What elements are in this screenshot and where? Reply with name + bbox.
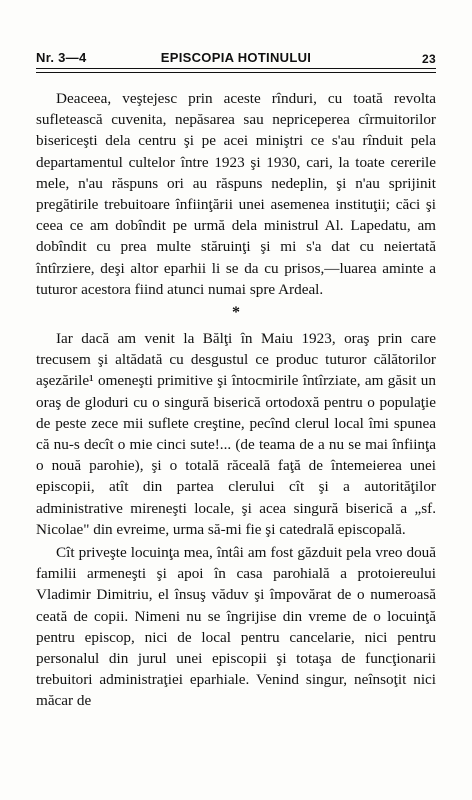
page-number: 23 — [422, 52, 436, 66]
paragraph: Iar dacă am venit la Bălţi în Maiu 1923, oraş prin care trecusem şi altădată cu desgustul ce produc tuturor călătorilor aşezările¹ omeneşti primitive şi întocmirile întîrziate, am găsit un oraş de gloduri cu o singură biserică ortodoxă pentru o populaţie de peste zece mii suflete creştine, pecînd clerul local îmi spunea că nu-s decît o mie cinci sute!... (de teama de a nu se mai înfiinţa o nouă parohie), şi o totală răceală faţă de întemeierea unei episcopii, atît din partea clerului cît şi a autorităţilor administrative mireneşti locale, şi acea singură biserică a „sf. Nicolae" din evreime, urma să-mi fie şi catedrală episcopală. — [36, 330, 436, 538]
body-text — [36, 88, 436, 712]
publication-title: EPISCOPIA HOTINULUI — [160, 50, 312, 65]
running-head — [36, 50, 436, 70]
header-rule — [36, 68, 436, 73]
issue-number: Nr. 3—4 — [36, 50, 87, 65]
section-separator: * — [232, 304, 240, 322]
paragraph: Cît priveşte locuinţa mea, întâi am fost găzduit pela vreo două familii armeneşti şi apoi în casa parohială a protoiereului Vladimir Dimitriu, el însuş văduv şi împovărat de o numeroasă ceată de copii. Nimeni nu se îngrijise din vreme de o locuinţă pentru episcop, nici de local pentru cancelarie, nici pentru personalul din jurul unei episcopii şi totaşa de funcţionarii trebuitori administraţiei eparhiale. Venind singur, neînsoţit nici măcar de — [36, 544, 436, 710]
paragraph: Deaceea, veştejesc prin aceste rînduri, cu toată revolta sufletească cuvenita, nepăsarea sau nepriceperea cîrmuitorilor bisericeşti dela centru şi pe acei miniştri ce s'au rînduit pela departamentul cultelor între 1923 şi 1930, cari, la toate cererile mele, n'au răspuns ori au răspuns nedeplin, şi n'au sprijinit pregătirile trebuitoare înfiinţării unei asemenea instituţii; căci şi ceea ce am dobîndit pe urmă dela ministrul Al. Lapedatu, am dobîndit cu prea multe stăruinţi şi mi s'a dat cu neiertată întîrziere, deşi altor eparhii li se da cu prisos,—luarea aminte a tuturor acestora fiind atunci numai spre Ardeal. — [36, 90, 436, 298]
